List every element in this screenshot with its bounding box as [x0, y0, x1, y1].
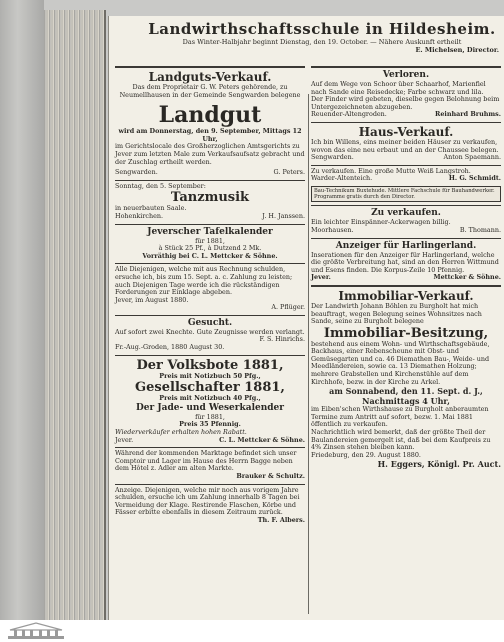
weiss-sign-name: H. G. Schmidt. [448, 174, 501, 183]
volksbote-title: Der Volksbote 1881, [136, 357, 284, 373]
immobiliar-text: Der Landwirth Johann Böhlen zu Burgholt hat mich beauftragt, wegen Belegung seines Wohnsitzes nach Sande, seine zu Burgholt belegene [311, 301, 482, 326]
verloren-more: Der Finder wird gebeten, dieselbe gegen Belohnung beim Untergezeichneten abzugeben. [311, 95, 500, 111]
landgut-date: wird am Donnerstag, den 9. September, Mittags 12 Uhr, [118, 127, 302, 143]
right-column [311, 64, 501, 469]
page-header [139, 20, 504, 54]
tafelkalender-price: à Stück 25 Pf., à Dutzend 2 Mk. [158, 244, 262, 253]
tafelkalender-title: Jeverscher Tafelkalender [147, 226, 273, 237]
landgut-details: im Gerichtslocale des Großherzoglichen Amtsgerichts zu Jever zum letzten Male zum Verkaufsaufsatz gebracht und der Zuschlag ertheilt werden. [115, 142, 305, 166]
section-rule [115, 315, 305, 316]
section-rule [311, 285, 501, 287]
weiss-text: Zu verkaufen. Eine große Mutte Weiß Langstroh. [311, 166, 471, 175]
verloren-signature [311, 111, 501, 119]
section-rule [115, 355, 305, 356]
page-title: Landwirthschaftsschule in Hildesheim. [148, 20, 496, 38]
forderung-signature: A. Pflüger. [271, 303, 305, 312]
haus-sign-name: Anton Spaemann. [443, 153, 501, 162]
landgut-sign-name: G. Peters. [273, 168, 305, 177]
zu-verkaufen-text: Ein leichter Einspänner-Ackerwagen billig. [311, 218, 451, 227]
markt-text: Während der kommenden Marktage befindet sich unser Comptoir und Lager im Hause des Herrn Bagge neben dem Hôtel z. Adler am alten Markte. [115, 449, 297, 473]
jade-kalender-title: Der Jade- und Weserkalender [135, 402, 285, 413]
zu-verkaufen-title: Zu verkaufen. [371, 208, 441, 219]
jade-kalender-year: für 1881, [195, 412, 225, 421]
anzeiger-sign-name: Mettcker & Söhne. [433, 273, 501, 282]
jade-sign-name: C. L. Mettcker & Söhne. [219, 435, 305, 444]
immobiliar-description: bestehend aus einem Wohn- und Wirthschaftsgebäude, Backhaus, einer Rebenscheune mit Obst- und Gemüsegarten und ca. 46 Diemathen Bau-, Weide- und Meedländereien, sowie ca. 13 Diemathen Holzung; mehrere Grabstellen und Kirchenstühle auf dem Kirchhofe, bezw. in der Kirche zu Arkel. [311, 339, 490, 386]
tanz-sign-place: Hohenkirchen. [115, 211, 164, 220]
anzeiger-text: Inserationen für den Anzeiger für Harlingerland, welche die größte Verbreitung hat, sind an den Herren Wittmund und Esens finden. Die Korpus-Zeile 10 Pfennig. [311, 250, 499, 274]
gesellschafter-price: Preis mit Notizbuch 40 Pfg., [159, 394, 261, 403]
weiss-sign-place: Warder-Altenteich. [311, 174, 373, 183]
immobiliar-besitzung-heading: Immobiliar-Besitzung, [323, 325, 489, 341]
book-cover-edge [0, 0, 44, 620]
technikum-box: Bau-Technikum Buxtehude. Mittlere Fachschule für Bauhandwerker. Programme gratis durch den Director. [311, 186, 501, 202]
section-rule [115, 447, 305, 448]
anzeige-text: Anzeige. Diejenigen, welche mir noch aus vorigem Jahre schulden, ersuche ich um Zahlung innerhalb 8 Tagen bei Vermeidung der Klage. Restirende Flaschen, Körbe und Fässer erbitte ebenfalls in diesem Zeitraum zurück. [115, 485, 300, 517]
gesucht-signature: F. S. Hinrichs. [259, 335, 305, 344]
forderung-place: Jever, im August 1880. [115, 295, 189, 304]
gesucht-text: Auf sofort zwei Knechte. Gute Zeugnisse werden verlangt. [115, 327, 305, 336]
zu-verkaufen-sign-place: Moorhausen. [311, 225, 354, 234]
haus-verkauf-signature [311, 154, 501, 162]
verloren-sign-name: Reinhard Bruhms. [435, 110, 501, 119]
section-rule [311, 66, 501, 68]
landgut-signature [115, 169, 305, 177]
anzeige-signature: Th. F. Albers. [257, 515, 305, 524]
immobiliar-place: Friedeburg, den 29. August 1880. [311, 450, 421, 459]
landguts-verkauf-title: Landguts-Verkauf. [148, 70, 272, 84]
tafelkalender-year: für 1881, [195, 236, 225, 245]
immobiliar-location: im Eiben'schen Wirthshause zu Burgholt anberaumten Termine zum Antritt auf sofort, bezw. 1. Mai 1881 öffentlich zu verkaufen. [311, 405, 489, 429]
anzeiger-sign-place: Jever. [311, 273, 331, 282]
jade-kalender-price: Preis 35 Pfennig. [179, 420, 241, 429]
tanz-signature [115, 213, 305, 221]
column-divider [308, 94, 309, 614]
library-logo-icon [6, 622, 66, 640]
tanz-date: Sonntag, den 5. September: [115, 181, 206, 190]
section-rule [311, 122, 501, 123]
left-column [115, 64, 305, 525]
forderung-text: Alle Diejenigen, welche mit aus Rechnung schulden, ersuche ich, bis zum 15. Sept. a. c. Zahlung zu leisten; auch Diejenigen Tage werde ich die rückständigen Forderungen zur Einklage abgeben. [115, 265, 293, 297]
immobiliar-signature: H. Eggers, Königl. Pr. Auct. [377, 459, 501, 470]
landgut-heading: Landgut [158, 102, 262, 129]
header-signature: E. Michelsen, Director. [415, 46, 499, 54]
jade-kalender-signature [115, 437, 305, 445]
jade-kalender-note: Wiederverkäufer erhalten hohen Rabatt. [115, 428, 247, 437]
immobiliar-note: Nachrichtlich wird bemerkt, daß der größte Theil der Baulandereien gemergelt ist, daß bei dem Kaufpreis zu 4% Zinsen stehen bleiben kann. [311, 428, 491, 452]
gesucht-title: Gesucht. [187, 317, 233, 328]
header-subtitle: Das Winter-Halbjahr beginnt Dienstag, den 19. October. — Nähere Auskunft ertheilt [182, 38, 462, 46]
tanz-sign-name: J. H. Janssen. [262, 211, 305, 220]
haus-verkauf-text: Ich bin Willens, eins meiner beiden Häuser zu verkaufen, wovon das eine neu erbaut und an der Chaussee belegen. [311, 137, 499, 154]
tanz-place: in neuerbauten Saale. [115, 204, 187, 213]
haus-verkauf-title: Haus-Verkauf. [358, 124, 454, 139]
immobiliar-verkauf-title: Immobiliar-Verkauf. [338, 288, 474, 303]
viewer-footer [0, 620, 504, 642]
section-rule [115, 263, 305, 264]
section-rule [311, 238, 501, 239]
gesucht-place: Fr.-Aug.-Groden, 1880 August 30. [115, 343, 225, 352]
anzeiger-signature [311, 274, 501, 282]
landgut-sign-place: Sengwarden. [115, 168, 158, 177]
markt-signature: Brauker & Schultz. [236, 472, 305, 480]
jade-sign-place: Jever. [115, 435, 134, 444]
immobiliar-date: am Sonnabend, den 11. Sept. d. J., Nachmittags 4 Uhr, [329, 386, 483, 407]
zu-verkaufen-sign-name: B. Thomann. [459, 225, 501, 234]
section-rule [115, 484, 305, 485]
book-spine [44, 10, 106, 620]
section-rule [115, 66, 305, 68]
haus-sign-place: Sengwarden. [311, 153, 354, 162]
section-rule [115, 224, 305, 225]
tanzmusik-heading: Tanzmusik [170, 190, 250, 206]
verloren-sign-place: Reuender-Altengroden. [311, 110, 387, 119]
volksbote-price: Preis mit Notizbuch 50 Pfg., [159, 371, 261, 380]
landguts-verkauf-text: Das dem Proprietair G. W. Peters gehörende, zu Neumellhausen in der Gemeinde Sengwarden belegene [119, 83, 301, 99]
section-rule [311, 205, 501, 206]
weiss-signature [311, 175, 501, 183]
zu-verkaufen-signature [311, 227, 501, 235]
anzeiger-title: Anzeiger für Harlingerland. [335, 240, 477, 251]
gesellschafter-title: Gesellschafter 1881, [135, 380, 285, 396]
section-rule [311, 165, 501, 166]
verloren-title: Verloren. [382, 70, 430, 80]
tafelkalender-vendor: Vorräthig bei C. L. Mettcker & Söhne. [142, 251, 278, 260]
newspaper-page [108, 16, 504, 622]
verloren-text: Auf dem Wege von Schoor über Schaarhof, Marienfiel nach Sande eine Reisedecke; Farbe schwarz und lila. [311, 80, 486, 96]
section-rule [115, 180, 305, 181]
